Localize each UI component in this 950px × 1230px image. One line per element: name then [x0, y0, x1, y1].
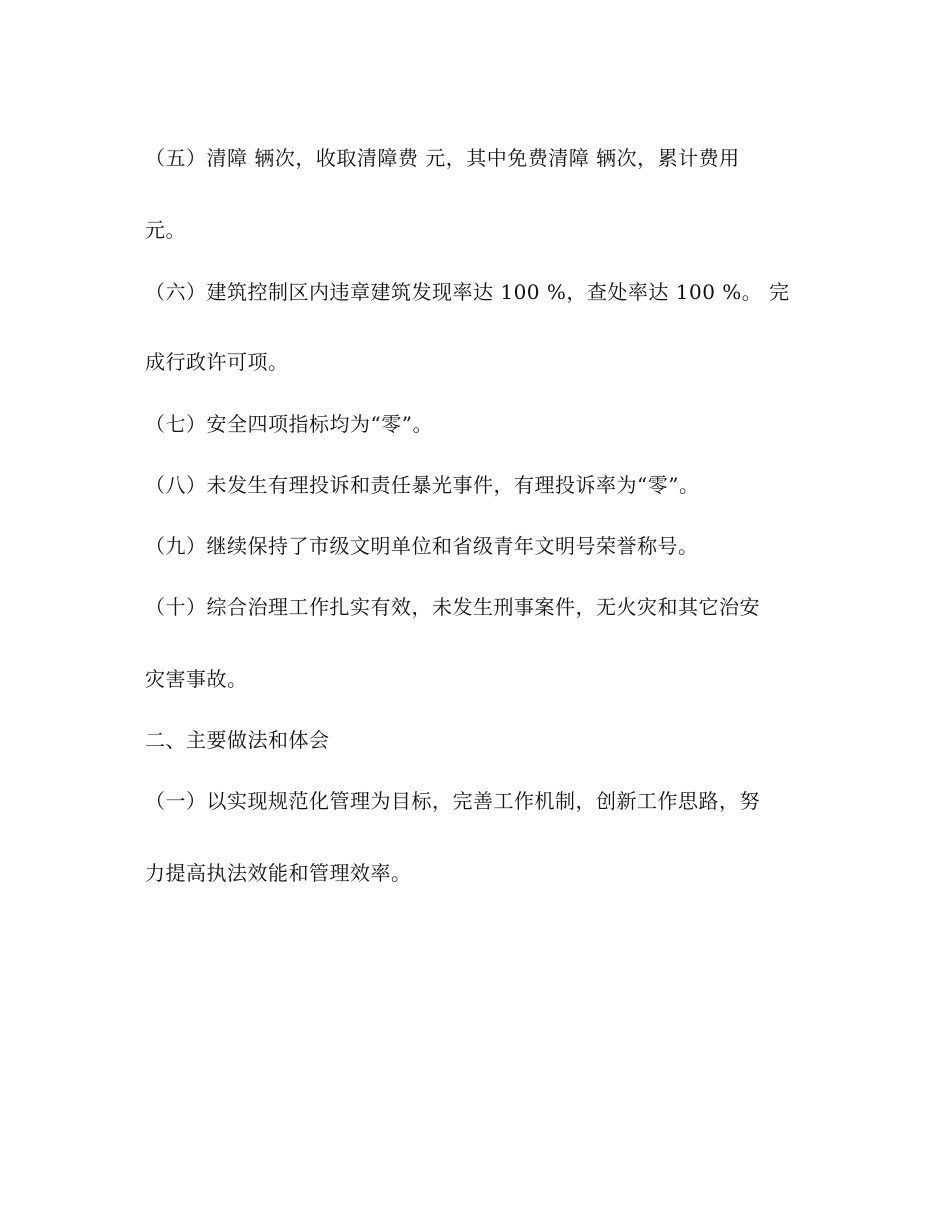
- section-heading: 二、主要做法和体会: [145, 728, 330, 752]
- paragraph-item-5-line-1: （五）清障 辆次，收取清障费 元，其中免费清障 辆次，累计费用: [145, 146, 740, 170]
- paragraph-item-10-line-1: （十）综合治理工作扎实有效，未发生刑事案件，无火灾和其它治安: [145, 595, 760, 619]
- paragraph-item-5-line-2: 元。: [145, 218, 186, 242]
- paragraph-item-10-line-2: 灾害事故。: [145, 667, 248, 691]
- paragraph-section2-item-1-line-1: （一）以实现规范化管理为目标，完善工作机制，创新工作思路，努: [145, 789, 760, 813]
- paragraph-item-6-line-1: （六）建筑控制区内违章建筑发现率达 100 %，查处率达 100 %。 完: [145, 280, 790, 304]
- paragraph-item-8: （八）未发生有理投诉和责任暴光事件，有理投诉率为“零”。: [145, 473, 700, 497]
- paragraph-item-7: （七）安全四项指标均为“零”。: [145, 412, 433, 436]
- paragraph-item-9: （九）继续保持了市级文明单位和省级青年文明号荣誉称号。: [145, 534, 699, 558]
- paragraph-item-6-line-2: 成行政许可项。: [145, 350, 289, 374]
- paragraph-section2-item-1-line-2: 力提高执法效能和管理效率。: [145, 861, 412, 885]
